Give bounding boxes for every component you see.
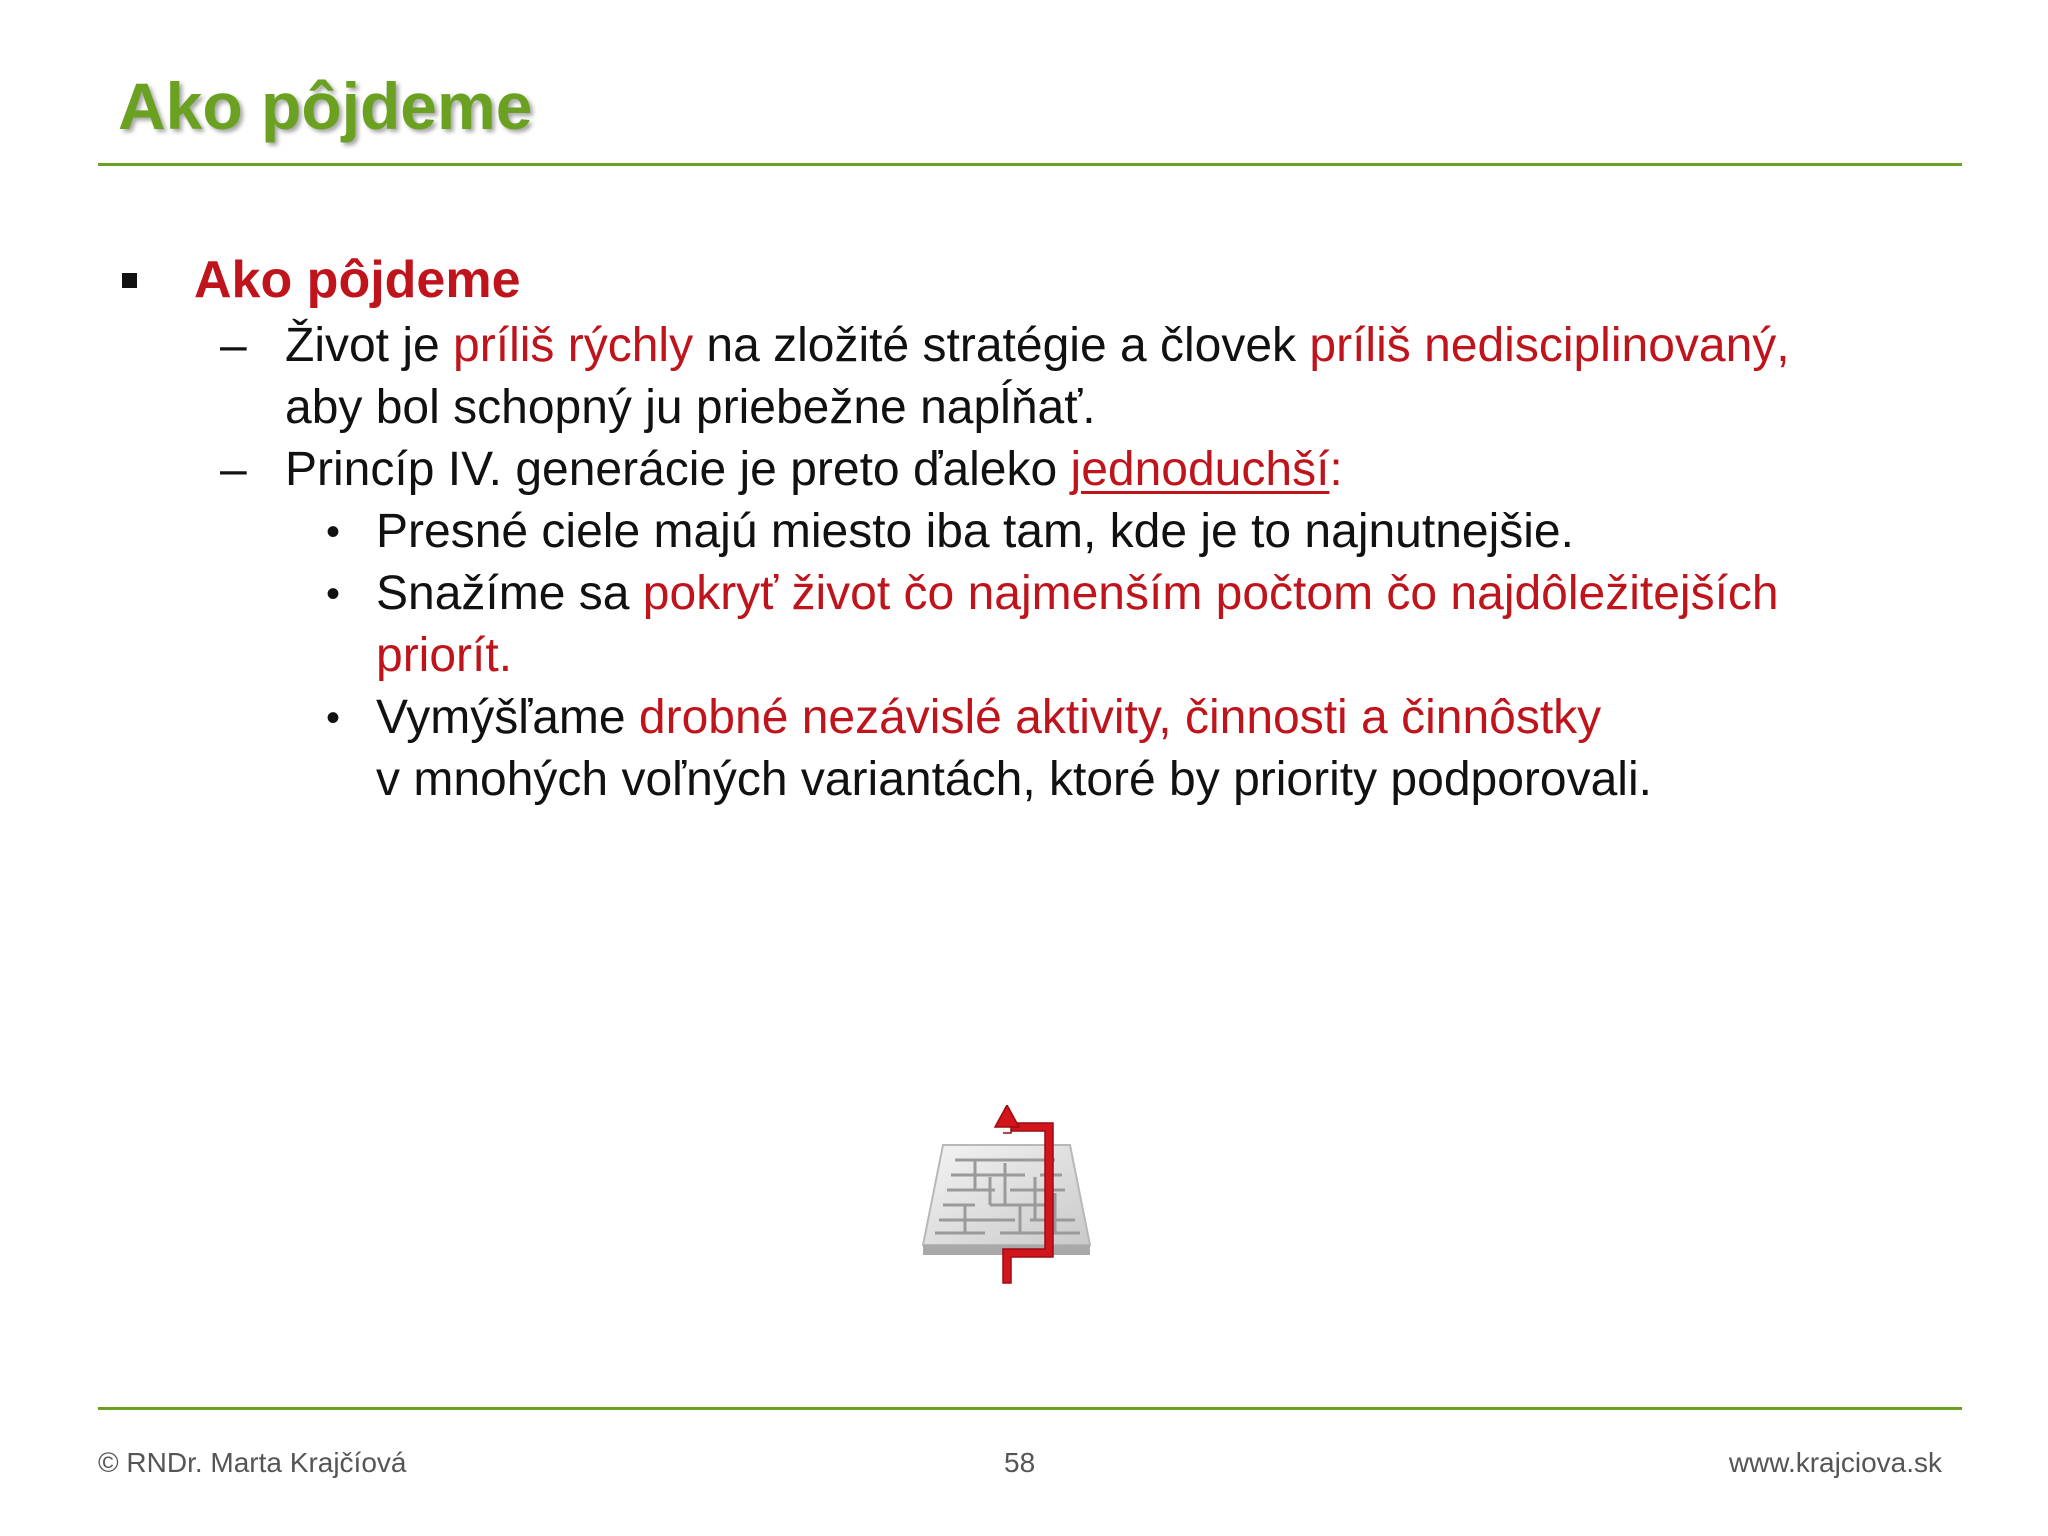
square-bullet-icon: [122, 273, 137, 288]
emphasis-text: príliš rýchly: [453, 319, 694, 372]
page-number: 58: [1004, 1447, 1036, 1478]
sub-list-item-continuation: priorít.: [376, 629, 513, 682]
emphasis-text: drobné nezávislé aktivity, činnosti a činnôstky: [638, 691, 1602, 744]
footer-website: www.krajciova.sk: [1728, 1447, 1942, 1478]
list-item: Život je príliš rýchly na zložité stratégie a človek príliš nedisciplinovaný,: [285, 319, 1790, 372]
dot-bullet-icon: •: [326, 572, 341, 616]
title-divider: [98, 163, 1962, 166]
dash-bullet-icon: –: [220, 319, 247, 372]
list-item: Princíp IV. generácie je preto ďaleko jednoduchší:: [285, 443, 1343, 496]
maze-with-shortcut-arrow-icon: [905, 1105, 1140, 1305]
emphasis-text: pokryť život čo najmenším počtom čo najdôležitejších: [642, 567, 1779, 620]
dot-bullet-icon: •: [326, 696, 341, 740]
emphasis-text: príliš nedisciplinovaný,: [1309, 319, 1790, 372]
sub-list-item-continuation: v mnohých voľných variantách, ktoré by priority podporovali.: [376, 753, 1652, 806]
slide-title: Ako pôjdeme: [118, 69, 533, 143]
footer-divider: [98, 1407, 1962, 1410]
sub-list-item: Snažíme sa pokryť život čo najmenším počtom čo najdôležitejších: [376, 567, 1779, 620]
content-heading: Ako pôjdeme: [194, 251, 521, 309]
footer-author: © RNDr. Marta Krajčíová: [98, 1447, 407, 1478]
sub-list-item: Vymýšľame drobné nezávislé aktivity, činnosti a činnôstky: [376, 691, 1602, 744]
dash-bullet-icon: –: [220, 443, 247, 496]
dot-bullet-icon: •: [326, 510, 341, 554]
sub-list-item: Presné ciele majú miesto iba tam, kde je to najnutnejšie.: [376, 505, 1574, 558]
list-item-continuation: aby bol schopný ju priebežne napĺňať.: [285, 381, 1096, 434]
emphasis-link-text: jednoduchší: [1070, 443, 1330, 496]
